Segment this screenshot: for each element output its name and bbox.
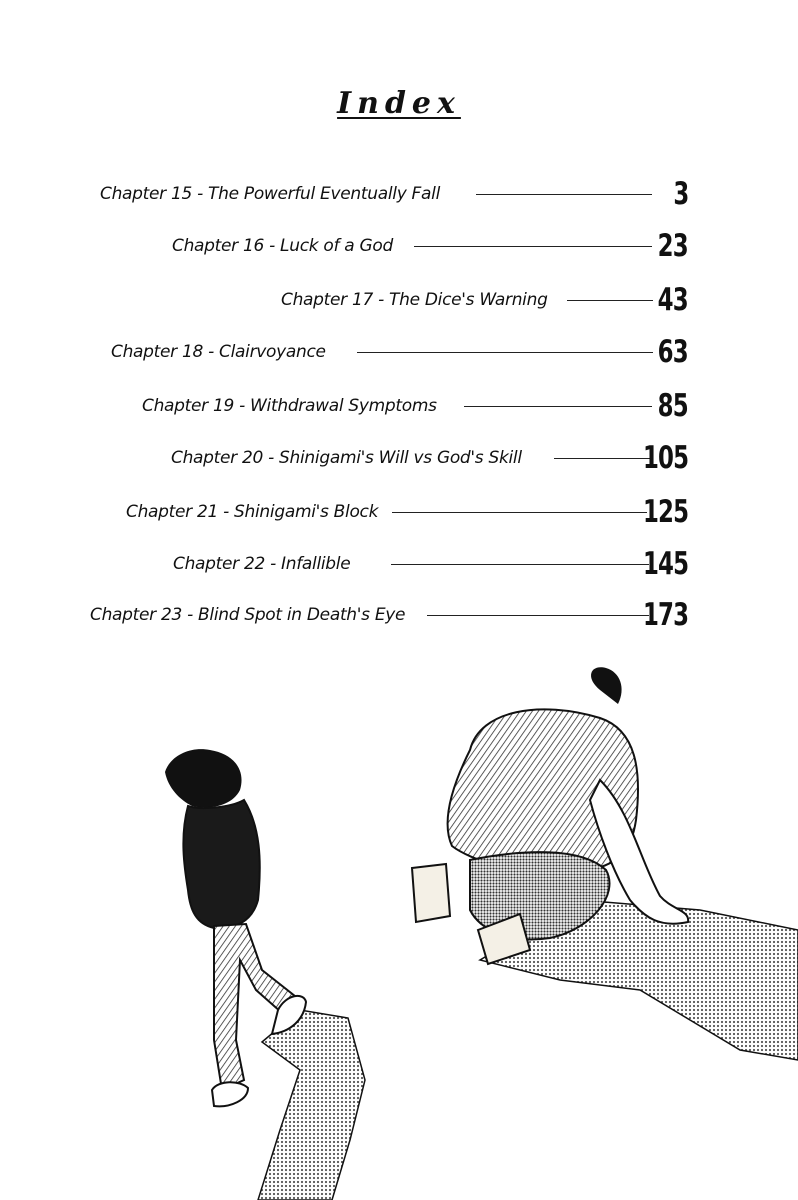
chapter-title: Chapter 23 - Blind Spot in Death's Eye xyxy=(90,605,406,625)
leader-line xyxy=(554,458,652,459)
index-title: Index xyxy=(337,86,461,121)
chapter-title: Chapter 21 - Shinigami's Block xyxy=(126,502,379,522)
leader-line xyxy=(567,300,653,301)
chapter-title: Chapter 19 - Withdrawal Symptoms xyxy=(142,396,437,416)
leader-line xyxy=(414,246,652,247)
chapter-title: Chapter 16 - Luck of a God xyxy=(172,236,393,256)
leader-line xyxy=(476,194,652,195)
toc-entry-18[interactable] xyxy=(111,334,688,380)
page-number: 63 xyxy=(657,334,688,370)
chapter-title: Chapter 18 - Clairvoyance xyxy=(111,342,326,362)
leader-line xyxy=(357,352,653,353)
page-number: 85 xyxy=(657,388,688,424)
toc-entry-20[interactable] xyxy=(171,440,688,486)
page-number: 145 xyxy=(642,546,688,582)
page-number: 43 xyxy=(657,282,688,318)
toc-entry-17[interactable] xyxy=(281,282,688,328)
toc-entry-15[interactable] xyxy=(100,176,688,222)
leader-line xyxy=(392,512,647,513)
manga-illustration xyxy=(0,660,798,1200)
page-number: 125 xyxy=(642,494,688,530)
chapter-title: Chapter 20 - Shinigami's Will vs God's Skill xyxy=(171,448,522,468)
toc-entry-19[interactable] xyxy=(142,388,688,434)
standing-figure-shadow xyxy=(258,1010,365,1200)
chapter-title: Chapter 15 - The Powerful Eventually Fall xyxy=(100,184,441,204)
chapter-title: Chapter 22 - Infallible xyxy=(173,554,351,574)
toc-entry-16[interactable] xyxy=(172,228,688,274)
leader-line xyxy=(427,615,649,616)
page-number: 105 xyxy=(642,440,688,476)
chapter-title: Chapter 17 - The Dice's Warning xyxy=(281,290,548,310)
page-number: 3 xyxy=(672,176,688,212)
toc-entry-23[interactable] xyxy=(90,597,688,643)
page-number: 173 xyxy=(642,597,688,633)
leader-line xyxy=(391,564,649,565)
page-number: 23 xyxy=(657,228,688,264)
toc-entry-22[interactable] xyxy=(173,546,688,592)
toc-entry-21[interactable] xyxy=(126,494,688,540)
leader-line xyxy=(464,406,652,407)
